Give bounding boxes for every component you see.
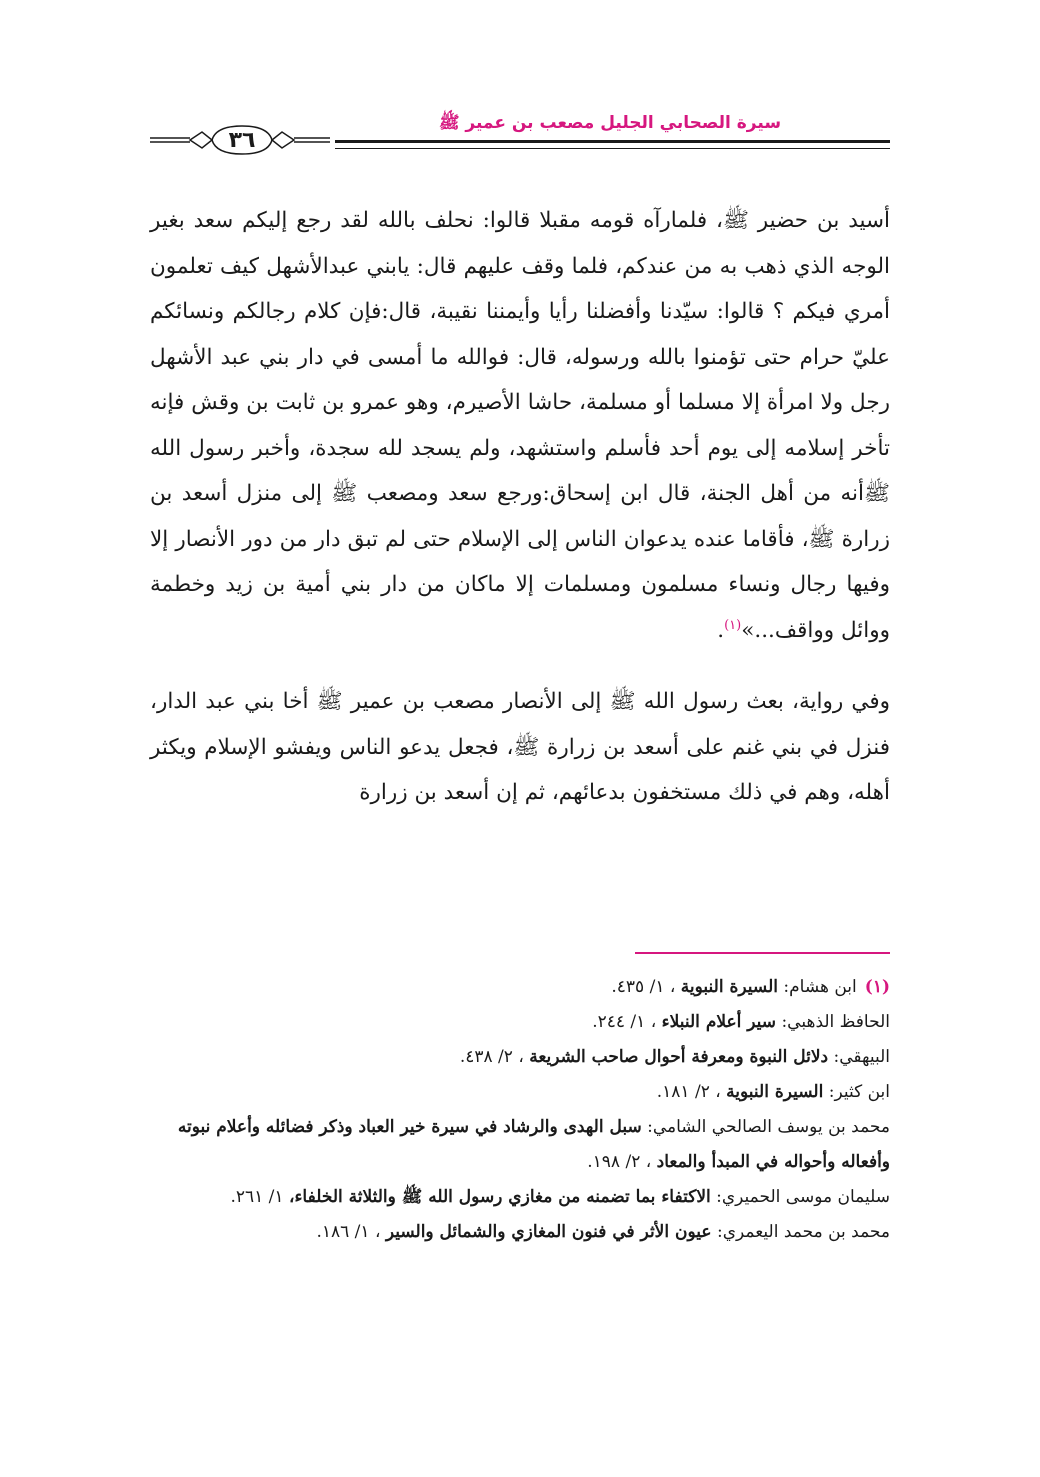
- quote-close: »: [741, 617, 755, 643]
- paragraph-2: وفي رواية، بعث رسول الله ﷺ إلى الأنصار مصعب بن عمير ﷺ أخا بني عبد الدار، فنزل في بني غنم على أسعد بن زرارة ﷺ، فجعل يدعو الناس ويفشو الإسلام ويكثر أهله، وهم في ذلك مستخفون بدعائهم، ثم إن أسعد بن زرارة: [150, 689, 890, 805]
- footnote-separator: [635, 952, 890, 954]
- footnote-ref: ، ٢/ ٤٣٨.: [459, 1047, 530, 1067]
- footnote-title: سير أعلام النبلاء: [661, 1012, 777, 1032]
- paragraph-1: أسيد بن حضير ﷺ، فلمارآه قومه مقبلا قالوا: نحلف بالله لقد رجع إليكم سعد بغير الوجه الذي ذهب به من عندكم، فلما وقف عليهم قال: يابني عبدالأشهل كيف تعلمون أمري فيكم ؟ قالوا: سيّدنا وأفضلنا رأيا وأيمننا نقيبة، قال:فإن كلام رجالكم ونسائكم عليّ حرام حتى تؤمنوا بالله ورسوله، قال: فوالله ما أمسى في دار بني عبد الأشهل رجل ولا امرأة إلا مسلما أو مسلمة، حاشا الأصيرم، وهو عمرو بن ثابت بن وقش فإنه تأخر إسلامه إلى يوم أحد فأسلم واستشهد، ولم يسجد لله سجدة، وأخبر رسول الله ﷺأنه من أهل الجنة، قال ابن إسحاق:ورجع سعد ومصعب ﷺ إلى منزل أسعد بن زرارة ﷺ، فأقاما عنده يدعوان الناس إلى الإسلام حتى لم تبق دار من دور الأنصار إلا وفيها رجال ونساء مسلمون ومسلمات إلا ماكان من دار بني أمية بن زيد وخطمة ووائل وواقف...»$^{(١)}$.: [150, 208, 890, 643]
- footnote-author: ابن كثير:: [823, 1082, 890, 1102]
- footnote-title: الاكتفاء بما تضمنه من مغازي رسول الله ﷺ والثلاثة الخلفاء،: [288, 1187, 711, 1207]
- footnote-ref: ، ١/ ١٨٦.: [316, 1222, 386, 1242]
- footnote-author: الحافظ الذهبي:: [776, 1012, 890, 1032]
- footnote-title: السيرة النبوية: [680, 977, 778, 997]
- footnote-ref: ١/ ٢٦١.: [230, 1187, 289, 1207]
- footnote-item: [150, 1110, 890, 1180]
- footnote-ref: ، ١/ ٤٣٥.: [611, 977, 681, 997]
- footnote-item: [150, 1075, 890, 1110]
- header-rule-thin: [335, 148, 890, 149]
- footnote-author: ابن هشام:: [777, 977, 857, 997]
- footnote-author: محمد بن يوسف الصالحي الشامي:: [641, 1117, 890, 1137]
- footnote-item: [150, 1180, 890, 1215]
- running-title: سيرة الصحابي الجليل مصعب بن عمير ﷺ: [438, 113, 782, 133]
- footnote-reference[interactable]: (١): [724, 617, 742, 633]
- footnote-ref: ، ٢/ ١٨١.: [656, 1082, 727, 1102]
- footnote-ref: ، ٢/ ١٩٨.: [587, 1152, 657, 1172]
- footnote-title: دلائل النبوة ومعرفة أحوال صاحب الشريعة: [529, 1047, 829, 1067]
- footnote-title: السيرة النبوية: [726, 1082, 824, 1102]
- footnote-title: عيون الأثر في فنون المغازي والشمائل والسير: [385, 1222, 712, 1242]
- footnotes: [150, 970, 890, 1250]
- footnote-item: [150, 1215, 890, 1250]
- footnote-title: سبل الهدى والرشاد في سيرة خير العباد وذكر فضائله وأعلام نبوته وأفعاله وأحواله في المبدأ والمعاد: [177, 1117, 890, 1172]
- page-header: [150, 108, 890, 168]
- footnote-item: [150, 1040, 890, 1075]
- footnote-ref: ، ١/ ٢٤٤.: [592, 1012, 662, 1032]
- footnote-author: سليمان موسى الحميري:: [710, 1187, 890, 1207]
- footnote-author: محمد بن محمد اليعمري:: [711, 1222, 890, 1242]
- footnote-item: [150, 1005, 890, 1040]
- main-text: [150, 198, 890, 816]
- footnote-author: البيهقي:: [828, 1047, 890, 1067]
- header-rule-thick: [335, 140, 890, 143]
- footnote-number: (١): [864, 977, 890, 997]
- page-number: ٣٦: [228, 128, 256, 153]
- footnote-item: [150, 970, 890, 1005]
- paragraph-1-text: أسيد بن حضير ﷺ، فلمارآه قومه مقبلا قالوا: نحلف بالله لقد رجع إليكم سعد بغير الوجه الذي ذهب به من عندكم، فلما وقف عليهم قال: يابني عبدالأشهل كيف تعلمون أمري فيكم ؟ قالوا: سيّدنا وأفضلنا رأيا وأيمننا نقيبة، قال:فإن كلام رجالكم ونسائكم عليّ حرام حتى تؤمنوا بالله ورسوله، قال: فوالله ما أمسى في دار بني عبد الأشهل رجل ولا امرأة إلا مسلما أو مسلمة، حاشا الأصيرم، وهو عمرو بن ثابت بن وقش فإنه تأخر إسلامه إلى يوم أحد فأسلم واستشهد، ولم يسجد لله سجدة، وأخبر رسول الله ﷺأنه من أهل الجنة، قال ابن إسحاق:ورجع سعد ومصعب ﷺ إلى منزل أسعد بن زرارة ﷺ، فأقاما عنده يدعوان الناس إلى الإسلام حتى لم تبق دار من دور الأنصار إلا وفيها رجال ونساء مسلمون ومسلمات إلا ماكان من دار بني أمية بن زيد وخطمة ووائل وواقف...: [150, 208, 890, 643]
